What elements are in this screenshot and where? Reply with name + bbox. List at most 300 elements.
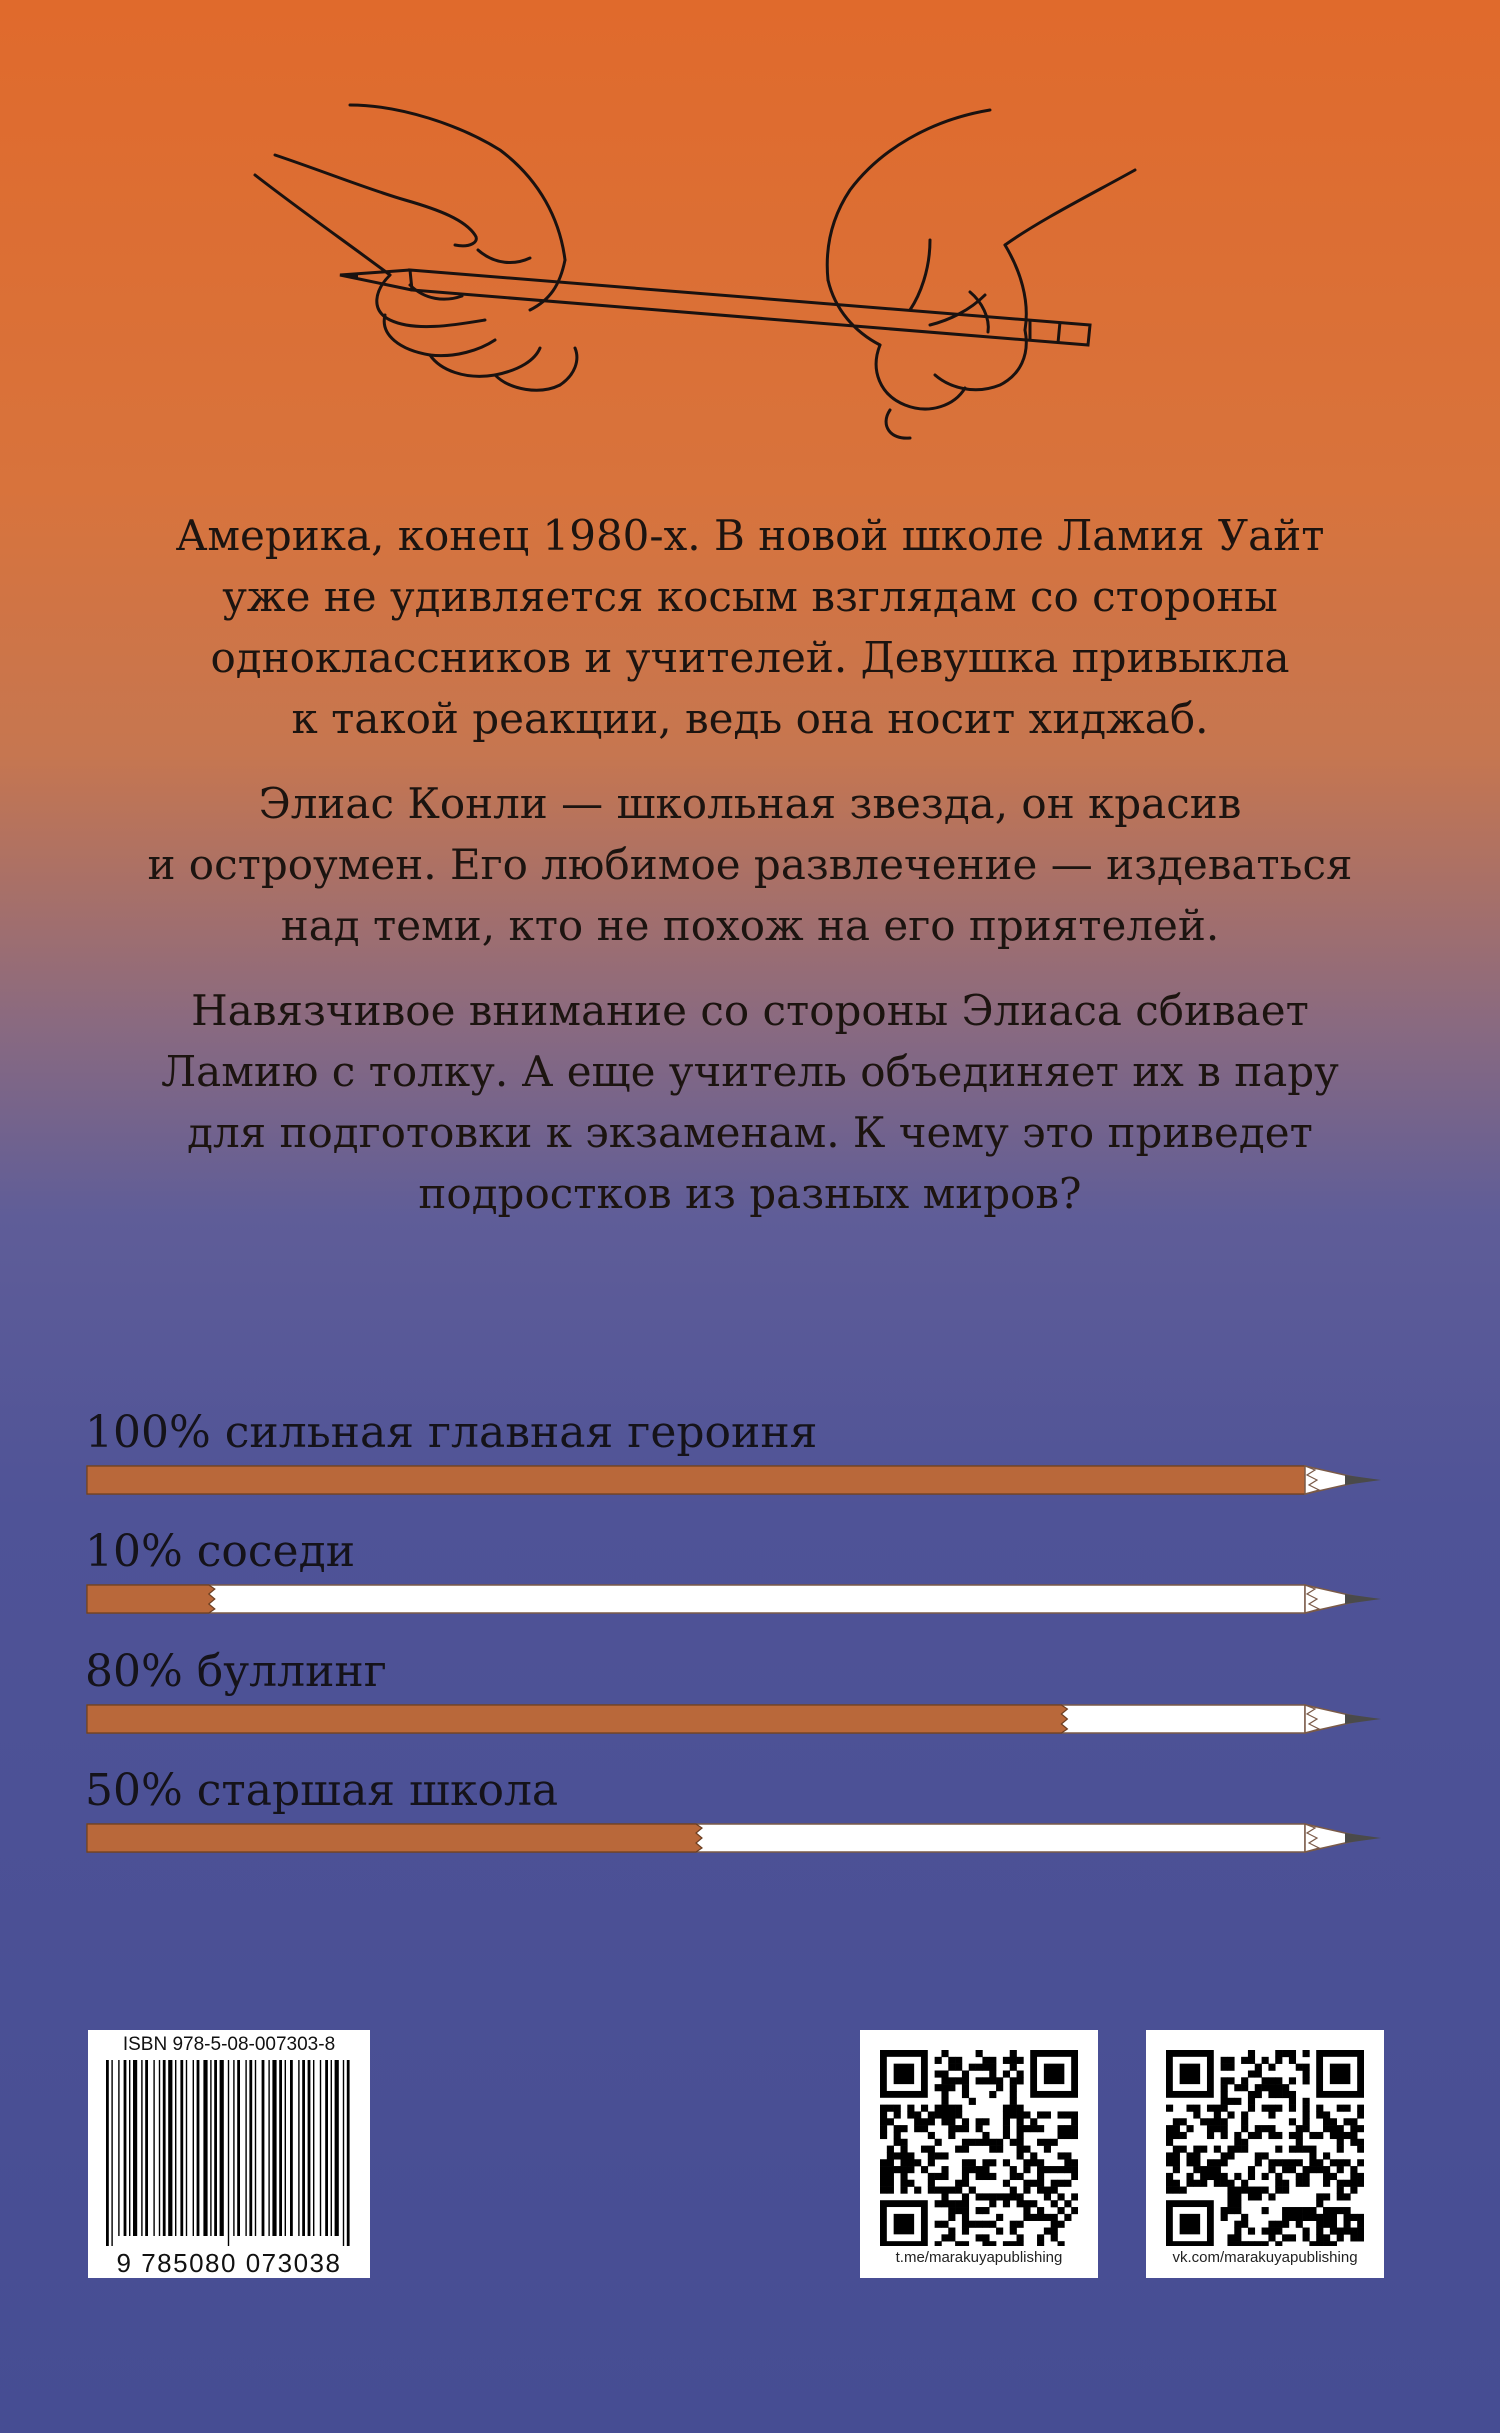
qr-module [1214,2118,1221,2125]
qr-module [935,2111,942,2118]
qr-module [1221,2214,1228,2221]
qr-module [1303,2146,1310,2153]
qr-module [1337,2187,1344,2194]
qr-module [1064,2132,1071,2139]
qr-module [1058,2125,1065,2132]
qr-code-icon [880,2050,1078,2246]
qr-module [1316,2200,1323,2207]
qr-module [894,2139,901,2146]
qr-module [900,2187,907,2194]
qr-module [982,2221,989,2228]
qr-module [1227,2193,1234,2200]
qr-module [976,2064,983,2071]
qr-module [1234,2193,1241,2200]
qr-module [1337,2234,1344,2241]
qr-module [989,2200,996,2207]
qr-module [1200,2180,1207,2187]
qr-module [1289,2091,1296,2098]
qr-module [982,2057,989,2064]
barcode-bar [193,2060,194,2236]
qr-module [928,2173,935,2180]
qr-module [969,2064,976,2071]
qr-module [1289,2166,1296,2173]
qr-module [955,2200,962,2207]
qr-module [935,2057,942,2064]
qr-module [962,2077,969,2084]
qr-module [1330,2214,1337,2221]
qr-module [1282,2166,1289,2173]
qr-module [1255,2070,1262,2077]
qr-module [955,2077,962,2084]
qr-module [1323,2166,1330,2173]
qr-module [941,2070,948,2077]
meter-label: 10% соседи [85,1526,356,1577]
qr-module [1337,2139,1344,2146]
qr-module [1017,2057,1024,2064]
qr-module [1030,2118,1037,2125]
pencil-tip [1345,1475,1381,1485]
qr-module [1023,2166,1030,2173]
qr-module [1275,2228,1282,2235]
qr-module [1234,2132,1241,2139]
qr-module [1023,2200,1030,2207]
qr-module [996,2084,1003,2091]
qr-vk[interactable] [1146,2030,1384,2278]
qr-module [1316,2159,1323,2166]
qr-module [1193,2180,1200,2187]
qr-module [1323,2173,1330,2180]
qr-module [955,2146,962,2153]
qr-module [1214,2166,1221,2173]
qr-module [1037,2111,1044,2118]
qr-module [1227,2187,1234,2194]
qr-module [1282,2180,1289,2187]
qr-module [1275,2077,1282,2084]
qr-module [969,2221,976,2228]
qr-module [1214,2173,1221,2180]
barcode-bar [313,2060,314,2236]
qr-module [948,2125,955,2132]
qr-module [1248,2187,1255,2194]
qr-module [1207,2173,1214,2180]
qr-module [1221,2105,1228,2112]
qr-module [955,2125,962,2132]
qr-module [1262,2152,1269,2159]
qr-module [1337,2193,1344,2200]
qr-module [948,2207,955,2214]
qr-module [1221,2152,1228,2159]
qr-module [989,2057,996,2064]
qr-module [1030,2214,1037,2221]
qr-module [1268,2077,1275,2084]
qr-module [1023,2159,1030,2166]
qr-module [1241,2241,1248,2246]
qr-module [1044,2193,1051,2200]
qr-module [880,2159,887,2166]
qr-module [1268,2111,1275,2118]
qr-module [1248,2173,1255,2180]
qr-module [1275,2241,1282,2246]
blurb-paragraph-1 [70,505,1430,749]
qr-module [1337,2166,1344,2173]
qr-module [880,2125,887,2132]
qr-module [900,2166,907,2173]
qr-module [1044,2214,1051,2221]
qr-module [1071,2125,1078,2132]
qr-module [1023,2146,1030,2153]
pencil-tip [1345,1714,1381,1724]
qr-module [1282,2091,1289,2098]
qr-module [1309,2241,1316,2246]
qr-module [880,2173,887,2180]
qr-module [1350,2187,1357,2194]
qr-module [1337,2105,1344,2112]
qr-module [1003,2105,1010,2112]
qr-module [907,2111,914,2118]
qr-module [1037,2207,1044,2214]
qr-module [1180,2146,1187,2153]
qr-module [1058,2166,1065,2173]
pencil-bar [85,1820,1385,1856]
qr-module [1017,2241,1024,2246]
qr-module [1282,2187,1289,2194]
qr-module [1064,2200,1071,2207]
qr-module [1303,2207,1310,2214]
qr-module [1282,2207,1289,2214]
qr-module [948,2118,955,2125]
qr-module [1207,2159,1214,2166]
qr-module [1044,2111,1051,2118]
qr-module [1275,2159,1282,2166]
qr-module [962,2070,969,2077]
qr-module [1010,2241,1017,2246]
qr-module [1282,2221,1289,2228]
qr-module [1316,2166,1323,2173]
qr-module [1071,2159,1078,2166]
qr-module [1221,2173,1228,2180]
qr-module [989,2091,996,2098]
qr-module [928,2180,935,2187]
qr-module [982,2173,989,2180]
qr-module [1051,2187,1058,2194]
blurb-line: одноклассников и учителей. Девушка привыкла [210,633,1290,682]
qr-module [976,2118,983,2125]
qr-module [1357,2228,1364,2235]
qr-module [1241,2180,1248,2187]
qr-module [1227,2098,1234,2105]
qr-module [1023,2187,1030,2194]
qr-module [1010,2084,1017,2091]
qr-module [1255,2084,1262,2091]
qr-telegram[interactable] [860,2030,1098,2278]
qr-module [1186,2125,1193,2132]
qr-module [982,2159,989,2166]
qr-module [1282,2159,1289,2166]
qr-code-icon [1166,2050,1364,2246]
qr-module [1357,2214,1364,2221]
qr-module [1303,2064,1310,2071]
qr-module [1017,2139,1024,2146]
qr-module [948,2132,955,2139]
qr-module [1268,2234,1275,2241]
qr-module [1241,2084,1248,2091]
qr-module [1357,2146,1364,2153]
qr-module [1023,2207,1030,2214]
qr-module [928,2118,935,2125]
qr-module [1248,2193,1255,2200]
qr-module [1010,2077,1017,2084]
qr-module [1058,2152,1065,2159]
qr-module [1003,2070,1010,2077]
qr-module [1316,2228,1323,2235]
barcode-bar [124,2060,127,2236]
qr-module [1207,2118,1214,2125]
qr-module [921,2125,928,2132]
qr-module [1275,2050,1282,2057]
qr-module [1262,2207,1269,2214]
qr-module [1071,2173,1078,2180]
qr-module [982,2234,989,2241]
barcode-bar [262,2060,265,2236]
qr-module [1241,2118,1248,2125]
qr-module [1044,2146,1051,2153]
qr-module [962,2159,969,2166]
blurb-line: для подготовки к экзаменам. К чему это приведет [187,1108,1313,1157]
qr-module [894,2152,901,2159]
barcode-bar [245,2060,246,2236]
qr-module [1037,2180,1044,2187]
barcode-bar [214,2060,217,2236]
qr-module [1221,2132,1228,2139]
qr-module [935,2152,942,2159]
qr-module [1166,2152,1173,2159]
qr-module [982,2207,989,2214]
qr-module [1003,2180,1010,2187]
qr-module [1275,2221,1282,2228]
qr-module [1234,2084,1241,2091]
qr-module [1289,2146,1296,2153]
qr-module [1248,2166,1255,2173]
qr-module [976,2221,983,2228]
qr-module [989,2077,996,2084]
isbn-text: ISBN 978-5-08-007303-8 [122,2034,336,2055]
qr-module [1234,2207,1241,2214]
qr-module [1023,2111,1030,2118]
qr-module [1255,2241,1262,2246]
qr-module [1303,2180,1310,2187]
qr-module [1289,2098,1296,2105]
qr-module [1200,2118,1207,2125]
qr-module [1214,2180,1221,2187]
qr-module [1248,2070,1255,2077]
qr-module [1323,2234,1330,2241]
blurb-line: Элиас Конли — школьная звезда, он красив [258,779,1242,828]
blurb-line: и остроумен. Его любимое развлечение — издеваться [147,840,1353,889]
qr-module [1227,2241,1234,2246]
qr-module [1316,2221,1323,2228]
barcode-bar [129,2060,130,2236]
qr-module [907,2105,914,2112]
qr-module [1234,2241,1241,2246]
qr-module [1010,2187,1017,2194]
qr-module [1214,2105,1221,2112]
qr-module [976,2050,983,2057]
barcode-bar [255,2060,256,2236]
qr-module [1051,2139,1058,2146]
qr-module [1350,2180,1357,2187]
qr-module [1214,2159,1221,2166]
qr-module [1051,2200,1058,2207]
qr-module [1262,2241,1269,2246]
qr-module [1330,2207,1337,2214]
qr-module [976,2166,983,2173]
qr-module [1173,2132,1180,2139]
qr-module [1234,2187,1241,2194]
qr-module [1227,2207,1234,2214]
qr-module [1330,2125,1337,2132]
qr-module [1017,2125,1024,2132]
qr-module [880,2118,887,2125]
qr-module [907,2180,914,2187]
qr-module [1058,2180,1065,2187]
qr-module [1309,2152,1316,2159]
qr-module [941,2050,948,2057]
qr-module [1296,2146,1303,2153]
qr-module [1262,2057,1269,2064]
qr-module [982,2193,989,2200]
qr-module [1003,2159,1010,2166]
qr-module [948,2187,955,2194]
pencil-bar [85,1581,1385,1617]
qr-module [989,2070,996,2077]
barcode-bar [237,2060,240,2236]
qr-module [948,2064,955,2071]
qr-module [1241,2139,1248,2146]
qr-module [1344,2214,1351,2221]
qr-module [976,2125,983,2132]
qr-module [1275,2105,1282,2112]
qr-module [935,2173,942,2180]
blurb-line: Навязчивое внимание со стороны Элиаса сбивает [191,986,1309,1035]
meter-bullying [85,1643,1385,1701]
qr-module [894,2105,901,2112]
qr-module [1316,2132,1323,2139]
qr-module [1296,2064,1303,2071]
qr-module [1227,2111,1234,2118]
qr-module [1248,2105,1255,2112]
qr-module [1344,2132,1351,2139]
qr-module [1275,2180,1282,2187]
qr-module [1330,2228,1337,2235]
barcode-bar [175,2060,176,2236]
qr-module [900,2180,907,2187]
meter-label: 80% буллинг [85,1646,387,1697]
qr-module [989,2221,996,2228]
qr-module [1357,2221,1364,2228]
barcode-bar [163,2060,166,2236]
qr-module [894,2125,901,2132]
qr-module [1166,2125,1173,2132]
qr-module [962,2091,969,2098]
qr-module [982,2077,989,2084]
qr-module [1166,2173,1173,2180]
qr-module [948,2077,955,2084]
qr-module [1010,2228,1017,2235]
qr-module [955,2187,962,2194]
qr-module [1010,2050,1017,2057]
meter-heroine [85,1404,1385,1462]
qr-module [914,2118,921,2125]
qr-module [1058,2221,1065,2228]
qr-module [976,2139,983,2146]
qr-module [1030,2200,1037,2207]
qr-module [1017,2173,1024,2180]
qr-module [1316,2214,1323,2221]
qr-module [1023,2214,1030,2221]
qr-module [1030,2125,1037,2132]
barcode-bar [133,2060,137,2236]
qr-module [1344,2228,1351,2235]
barcode-bar [272,2060,276,2236]
qr-module [1017,2111,1024,2118]
qr-module [1193,2152,1200,2159]
qr-module [1268,2125,1275,2132]
qr-module [1071,2207,1078,2214]
qr-module [900,2125,907,2132]
qr-module [1166,2180,1173,2187]
qr-module [1214,2146,1221,2153]
qr-module [1303,2228,1310,2235]
qr-module [1241,2057,1248,2064]
qr-module [1037,2214,1044,2221]
qr-module [1241,2111,1248,2118]
qr-module [1330,2118,1337,2125]
qr-module [955,2057,962,2064]
qr-module [1262,2084,1269,2091]
qr-module [955,2241,962,2246]
qr-module [1337,2132,1344,2139]
qr-module [1234,2221,1241,2228]
pencil-tip [1345,1594,1381,1604]
qr-module [928,2146,935,2153]
qr-module [955,2207,962,2214]
qr-module [880,2166,887,2173]
qr-module [1275,2057,1282,2064]
qr-module [1357,2234,1364,2241]
qr-module [948,2084,955,2091]
qr-module [1296,2139,1303,2146]
qr-module [1064,2214,1071,2221]
qr-module [1017,2146,1024,2153]
qr-module [1241,2221,1248,2228]
qr-module [1303,2050,1310,2057]
qr-module [982,2166,989,2173]
qr-module [1037,2234,1044,2241]
qr-module [935,2105,942,2112]
qr-module [962,2139,969,2146]
qr-module [1337,2125,1344,2132]
qr-module [1241,2125,1248,2132]
qr-module [1200,2173,1207,2180]
qr-module [989,2159,996,2166]
qr-module [900,2146,907,2153]
qr-module [907,2159,914,2166]
qr-module [1303,2173,1310,2180]
qr-module [962,2207,969,2214]
qr-module [1296,2207,1303,2214]
qr-module [1255,2064,1262,2071]
barcode-bar [298,2060,299,2236]
